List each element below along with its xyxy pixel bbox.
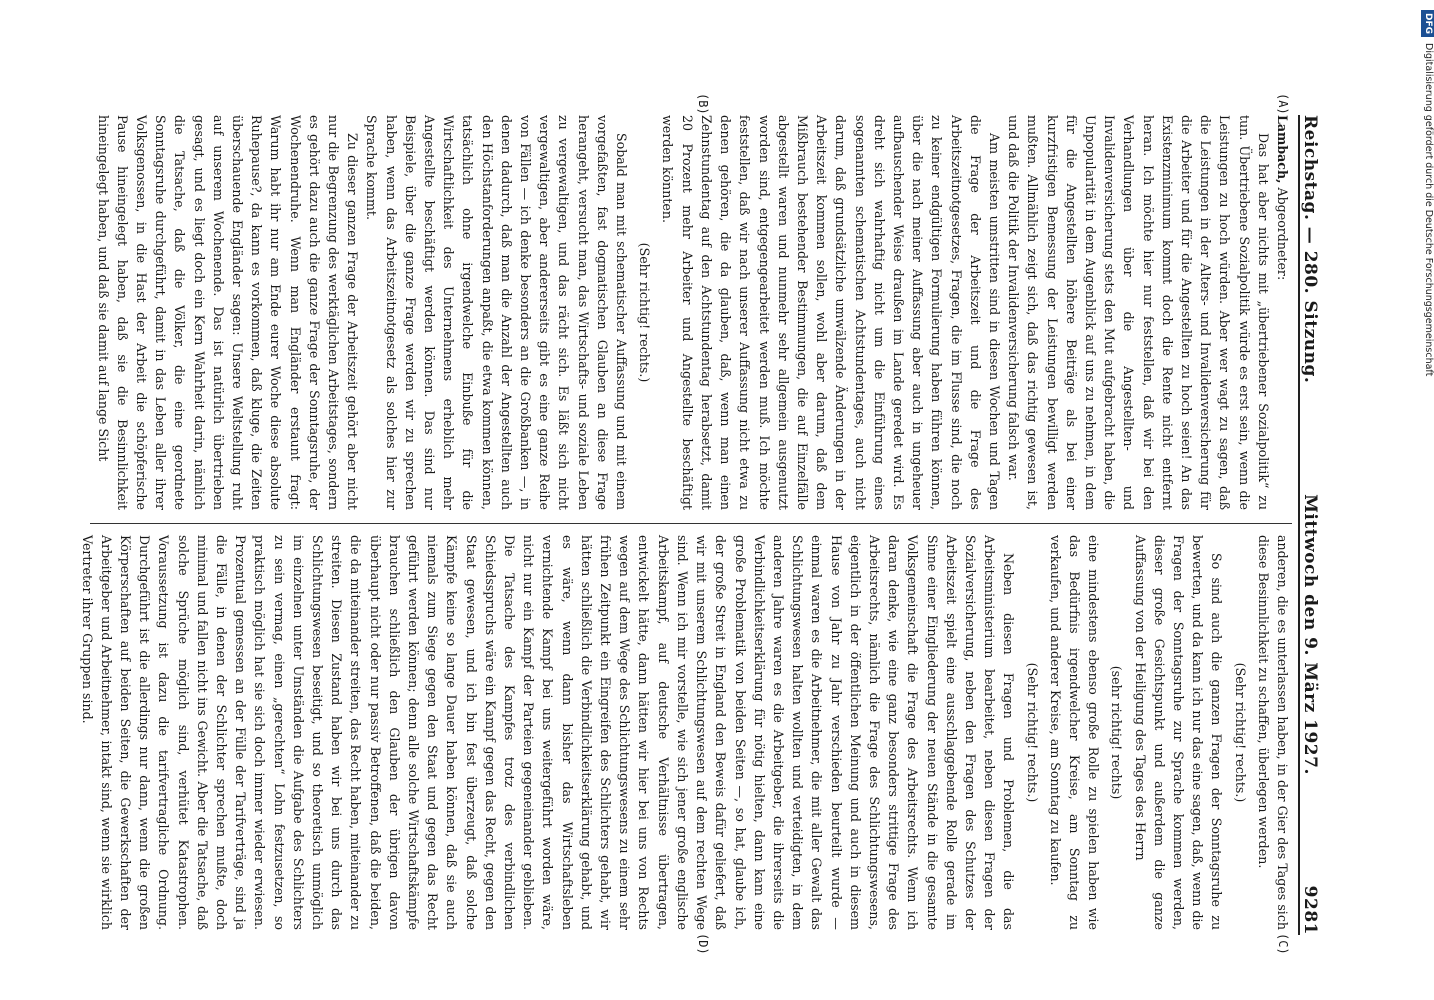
scanned-page	[80, 95, 1330, 955]
interjection: (Sehr richtig! rechts.)	[1024, 662, 1040, 803]
paragraph: Zu dieser ganzen Frage der Arbeitszeit gehört aber nicht nur die Begrenzung des werktäglichen Arbeitstages, sondern es gehört dazu auch die ganze Frage der Sonntagsruhe, der Wochenendruhe. Wenn man Engländer erstaunt fragt: Warum habt ihr nur am Ende eurer Woche diese absolute Ruhepause?, da kann es vorkommen, daß kluge, die Zeiten überschauende Engländer sagen: Unsere Weltstellung ruht auf unserem Wochenende. Das ist natürlich übertrieben gesagt, und es liegt doch ein Kern Wahrheit darin, nämlich die Tatsache, daß die Völker, die eine geordnete Sonntagsruhe durchgeführt, damit in das Leben aller ihrer Volksgenossen, in die Hast der Arbeit die schöpferische Pause hineingelegt haben, daß sie die Besinnlichkeit hineingelegt haben, und daß sie damit auf lange Sicht	[95, 115, 361, 510]
paragraph: So sind auch die ganzen Fragen der Sonntagsruhe zu bewerten, und da kann ich nur das eine sagen, daß, wenn die Fragen der Sonntagsruhe zur Sprache kommen werden, dieser große Gesichtspunkt und außerdem die ganze Auffassung von der Heiligung des Tages des Herrn	[1132, 535, 1225, 930]
rotated-page-content	[80, 95, 1330, 955]
speaker-name: Lambach,	[1275, 115, 1290, 184]
speaker-role: Abgeordneter:	[1275, 183, 1290, 281]
right-text-column	[77, 535, 1292, 930]
credit-text: Digitalisierung gefördert durch die Deutsche Forschungsgemeinschaft	[1423, 43, 1434, 377]
paragraph: Neben diesen Fragen und Problemen, die das Arbeitsministerium bearbeitet, neben diesen Fragen der Sozialversicherung, neben den Fragen des Schutzes der Arbeitszeit spielt eine ausschlaggebende Rolle gerade im Sinne einer Eingliederung der neuen Stände in die gesamte Volksgemeinschaft die Frage des Arbeitsrechts. Wenn ich daran denke, wie eine ganz besonders strittige Frage des Arbeitsrechts, nämlich die Frage des Schlichtungswesens, eigentlich in der öffentlichen Meinung und auch in diesem Hause von Jahr zu Jahr verschieden beurteilt wurde — einmal waren es die Arbeitnehmer, die mit aller Gewalt das Schlichtungswesen halten wollten und verteidigten, in dem anderen Jahre waren es die Arbeitgeber, die ihrerseits die Verbindlichkeitserklärung für nötig hielten, dann kam eine große Problematik von beiden Seiten —, so hat, glaube ich, der große Streit in England den Beweis dafür geliefert, daß wir mit unserem Schlichtungswesen auf dem rechten Wege sind. Wenn ich mir vorstelle, wie sich jener große englische Arbeitskampf, auf deutsche Verhältnisse übertragen, entwickelt hätte, dann hätten wir hier bei uns von Rechts wegen auf dem Wege des Schlichtungswesens zu einem sehr frühen Zeitpunkt ein Eingreifen des Schlichters gehabt, wir hätten schließlich die Verbindlichkeitserklärung gehabt, und es wäre, wenn dann bisher das Wirtschaftsleben vernichtende Kampf bei uns weitergeführt worden wäre, nicht nur ein Kampf der Parteien gegeneinander geblieben. Die Tatsache des Kampfes trotz des verbindlichen Schiedsspruchs wäre ein Kampf gegen das Recht, gegen den Staat gewesen, und ich bin fest überzeugt, daß solche Kämpfe keine so lange Dauer haben können, daß sie auch niemals zum Siege gegen den Staat und gegen das Recht geführt werden können; denn alle solche Wirtschaftskämpfe brauchen schließlich den Glauben der übrigen davon überhaupt nicht oder nur passiv Betroffenen, daß die beiden, die da miteinander streiten, das Recht haben, miteinander zu streiten. Diesen Zustand haben wir bei uns durch das Schlichtungswesen beseitigt, und so theoretisch unmöglich im einzelnen unter Umständen die Aufgabe des Schlichters zu sein vermag, einen „gerechten“ Lohn festzusetzen, so praktisch möglich hat sie sich doch immer wieder erwiesen. Prozentual gemessen an der Fülle der Tarifverträge, sind ja die Fälle, in denen der Schlichter sprechen mußte, doch minimal und fallen nicht ins Gewicht. Aber die Tatsache, daß solche Sprüche möglich sind, verhütet Katastrophen. Voraussetzung ist dazu die tarifvertragliche Ordnung. Durchgeführt ist die allerdings nur dann, wenn die großen Körperschaften auf beiden Seiten, die Gewerkschaften der Arbeitgeber und Arbeitnehmer, intakt sind, wenn sie wirklich Vertreter ihrer Gruppen sind.	[79, 535, 1017, 930]
header-date: Mittwoch den 9. März 1927.	[1300, 494, 1320, 775]
paragraph: anderen, die es unterlassen haben, in der Gier des Tages sich diese Besinnlichkeit zu schaffen, überlegen werden.	[1255, 535, 1290, 930]
paragraph: Das hat aber nichts mit „übertriebener Sozialpolitik“ zu tun. Übertriebene Sozialpolitik würde es erst sein, wenn die Leistungen zu hoch würden. Aber wer wagt zu sagen, daß die Leistungen in der Alters- und Invalidenversicherung für die Arbeiter und für die Angestellten zu hoch seien! An das Existenzminimum kommt doch die Rente nicht entfernt heran. Ich möchte hier nur feststellen, daß wir bei den Verhandlungen über die Angestellten- und Invalidenversicherung stets den Mut aufgebracht haben, die Unpopularität in dem Augenblick auf uns zu nehmen, in dem für die Angestellten höhere Beiträge als bei einer kurzfristigen Bemessung der Leistungen bewilligt werden mußten. Allmählich zeigt sich, daß das richtig gewesen ist, und daß die Politik der Invalidenversicherung falsch war.	[1006, 115, 1271, 510]
paragraph: Sobald man mit schematischer Auffassung und mit einem vorgefaßten, fast dogmatischen Glauben an diese Frage herangeht, versucht man, das Wirtschafts- und soziale Leben zu vergewaltigen, und das rächt sich. Es läßt sich nicht vergewaltigen, aber andererseits gibt es eine ganze Reihe von Fällen — ich denke besonders an die Großbanken —, in denen dadurch, daß man die Anzahl der Angestellten auch den Höchstanforderungen anpaßt, die etwa kommen können, tatsächlich ohne irgendwelche Einbuße für die Wirtschaftlichkeit des Unternehmens erheblich mehr Angestellte beschäftigt werden können. Das sind nur Beispiele, über die ganze Frage werden wir zu sprechen haben, wenn das Arbeitszeitnotgesetz als solches hier zur Sprache kommt.	[364, 115, 630, 510]
marker-d: (D)	[696, 933, 710, 955]
interjection: (Sehr richtig! rechts.)	[637, 242, 653, 383]
interjection: (sehr richtig! rechts)	[1109, 665, 1125, 800]
marker-b: (B)	[696, 93, 710, 115]
paragraph: Am meisten umstritten sind in diesen Wochen und Tagen die Frage der Arbeitszeit und die Frage des Arbeitszeitnotgesetzes, Fragen, die im Flusse sind, die noch zu keiner endgültigen Formulierung haben führen können, über die nach meiner Auffassung aber auch in ungeheuer aufbauschender Weise draußen im Lande geredet wird. Es dreht sich wahrhaftig nicht um die Einführung eines sogenannten schematischen Achtstundentages, auch nicht darum, daß grundsätzliche umwälzende Änderungen in der Arbeitszeit kommen sollen, wohl aber darum, daß dem Mißbrauch bestehender Bestimmungen, die auf Einzelfälle abgestellt waren und nunmehr sehr allgemein ausgenutzt worden sind, entgegengearbeitet werden muß. Ich möchte feststellen, daß wir nach unserer Auffassung nicht etwa zu denen gehören, die da glauben, daß, wenn man einen Zehnstundentag auf den Achtstundentag herabsetzt, damit 20 Prozent mehr Arbeiter und Angestellte beschäftigt werden könnten.	[660, 115, 1002, 510]
marker-a: (A)	[1276, 93, 1290, 115]
interjection: (Sehr richtig! rechts.)	[1232, 662, 1248, 803]
dfg-logo: DFG	[1421, 10, 1434, 37]
paragraph: eine mindestens ebenso große Rolle zu spielen haben wie das Bedürfnis irgendwelcher Kreise, am Sonntag zu verkaufen, und anderer Kreise, am Sonntag zu kaufen.	[1047, 535, 1102, 930]
marker-c: (C)	[1276, 933, 1290, 955]
column-divider	[90, 523, 1292, 524]
speaker-line	[1273, 115, 1292, 510]
digitization-credit	[1421, 10, 1434, 990]
header-left: Reichstag. — 280. Sitzung.	[1300, 115, 1320, 384]
page-number: 9281	[1300, 885, 1320, 935]
page-header	[1298, 115, 1330, 935]
left-text-column	[93, 115, 1292, 510]
